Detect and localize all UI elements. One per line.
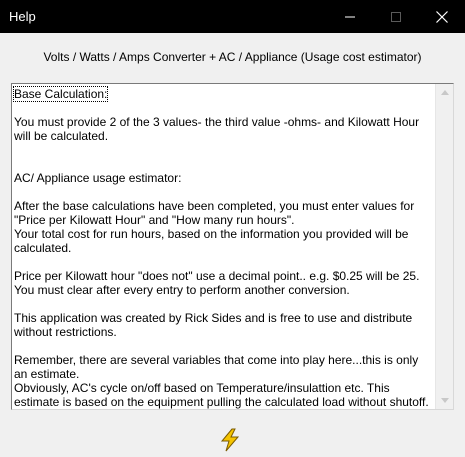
help-text-line [14, 255, 432, 269]
help-text-line [14, 87, 432, 101]
scroll-up-button[interactable] [436, 84, 453, 101]
close-button[interactable] [419, 0, 465, 33]
vertical-scrollbar[interactable] [435, 84, 453, 409]
title-bar[interactable] [0, 0, 465, 33]
help-text-line-content: Remember, there are several variables that come into play here...this is only an estimate. [14, 353, 422, 381]
chevron-down-icon [441, 398, 449, 403]
help-text-line [14, 157, 432, 171]
help-text-line [14, 283, 432, 297]
help-text-line-content: Your total cost for run hours, based on the information you provided will be calculated. [14, 227, 412, 255]
help-text-line [14, 185, 432, 199]
help-text-line [14, 101, 432, 115]
help-text-line-content: After the base calculations have been completed, you must enter values for "Price per Kilowatt Hour" and "How many run hours". [14, 199, 418, 227]
window-title: Help [9, 9, 36, 24]
chevron-up-icon [441, 90, 449, 95]
help-text-box[interactable] [11, 83, 454, 410]
help-text-line-content: This application was created by Rick Sides and is free to use and distribute without restrictions. [14, 311, 416, 339]
close-icon [436, 11, 448, 23]
scroll-down-button[interactable] [436, 392, 453, 409]
help-text-line-content: You must clear after every entry to perform another conversion. [14, 283, 350, 297]
lightning-bolt-icon [219, 428, 241, 452]
help-text-line [14, 269, 432, 283]
help-text-line [14, 353, 432, 381]
minimize-icon [345, 12, 355, 22]
help-text-line [14, 199, 432, 227]
maximize-icon [391, 12, 401, 22]
help-text-line [14, 171, 432, 185]
maximize-button[interactable] [373, 0, 419, 33]
help-text-line [14, 227, 432, 255]
minimize-button[interactable] [327, 0, 373, 33]
help-text-line-content: You must provide 2 of the 3 values- the third value -ohms- and Kilowatt Hour will be calculated. [14, 115, 423, 143]
help-text-line [14, 311, 432, 339]
dialog-heading: Volts / Watts / Amps Converter + AC / Appliance (Usage cost estimator) [43, 50, 422, 64]
help-text-line [14, 143, 432, 157]
help-text-content [14, 87, 432, 409]
help-text-line [14, 297, 432, 311]
help-text-line [14, 339, 432, 353]
help-text-line-content: Obviously, AC's cycle on/off based on Temperature/insulattion etc. This estimate is based on the equipment pulling the calculated load without shutoff. [14, 381, 429, 409]
help-text-line-content: Price per Kilowatt hour "does not" use a decimal point.. e.g. $0.25 will be 25. [14, 269, 420, 283]
help-text-line [14, 381, 432, 409]
help-text-line-content: AC/ Appliance usage estimator: [14, 171, 182, 185]
help-text-line [14, 115, 432, 143]
help-text-line-content: Base Calculation: [14, 87, 108, 101]
